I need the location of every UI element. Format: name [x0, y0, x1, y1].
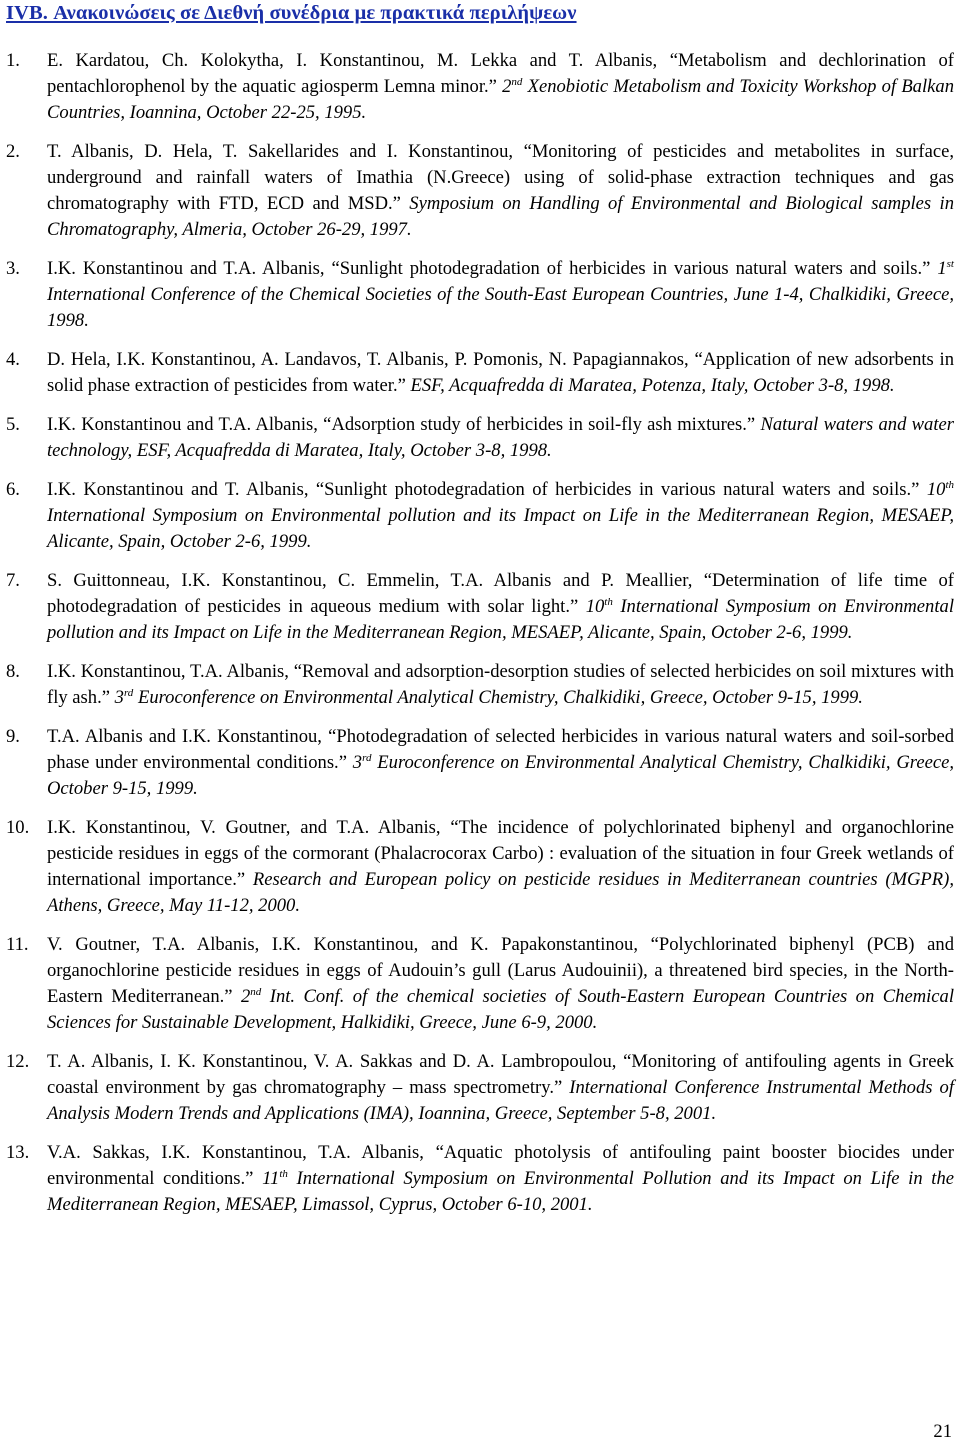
- citation-text: D. Hela, I.K. Konstantinou, A. Landavos, T. Albanis, P. Pomonis, N. Papagiannakos, “Application of new adsorbents in solid phase extraction of pesticides from water.”: [47, 349, 954, 396]
- reference-number: 2.: [6, 141, 20, 162]
- reference-number: 8.: [6, 661, 20, 682]
- reference-text: [47, 726, 954, 799]
- venue-text: 1: [937, 258, 947, 279]
- reference-text: [47, 50, 954, 123]
- reference-number: 1.: [6, 50, 20, 71]
- reference-number: 5.: [6, 414, 20, 435]
- reference-text: [47, 258, 954, 331]
- reference-item: [0, 412, 960, 464]
- reference-number: 11.: [6, 934, 29, 955]
- reference-text: [47, 934, 954, 1033]
- venue-text: Euroconference on Environmental Analytical Chemistry, Chalkidiki, Greece, October 9-15, 1999.: [47, 752, 954, 799]
- citation-text: V.A. Sakkas, I.K. Konstantinou, T.A. Albanis, “Aquatic photolysis of antifouling paint booster biocides under environmental conditions.”: [47, 1142, 954, 1189]
- venue-text: 2: [241, 986, 251, 1007]
- citation-text: I.K. Konstantinou, T.A. Albanis, “Removal and adsorption-desorption studies of selected herbicides on soil mixtures with fly ash.”: [47, 661, 954, 708]
- reference-item: [0, 477, 960, 555]
- venue-text: International Conference of the Chemical Societies of the South-East European Countries, June 1-4, Chalkidiki, Greece, 1998.: [47, 284, 954, 331]
- reference-text: [47, 570, 954, 643]
- reference-item: [0, 568, 960, 646]
- citation-text: T. A. Albanis, I. K. Konstantinou, V. A. Sakkas and D. A. Lambropoulou, “Monitoring of antifouling agents in Greek coastal environment by gas chromatography – mass spectrometry.”: [47, 1051, 954, 1098]
- citation-text: E. Kardatou, Ch. Kolokytha, I. Konstantinou, M. Lekka and T. Albanis, “Metabolism and dechlorination of pentachlorophenol by the aquatic agiosperm Lemna minor.”: [47, 50, 954, 97]
- reference-item: [0, 815, 960, 919]
- reference-item: [0, 932, 960, 1036]
- venue-text: 3: [114, 687, 124, 708]
- reference-text: [47, 1142, 954, 1215]
- venue-text: Natural waters and water technology, ESF, Acquafredda di Maratea, Italy, October 3-8, 1998.: [47, 414, 955, 461]
- reference-number: 6.: [6, 479, 20, 500]
- venue-text: 10: [926, 479, 946, 500]
- reference-number: 9.: [6, 726, 20, 747]
- venue-text: 2: [502, 76, 512, 97]
- section-heading: IVB. Ανακοινώσεις σε Διεθνή συνέδρια με πρακτικά περιλήψεων: [6, 2, 577, 24]
- reference-item: [0, 48, 960, 126]
- reference-item: [0, 347, 960, 399]
- reference-number: 13.: [6, 1142, 30, 1163]
- reference-text: [47, 479, 954, 552]
- ordinal-superscript: rd: [123, 687, 134, 699]
- venue-text: International Conference Instrumental Methods of Analysis Modern Trends and Applications (IMA), Ioannina, Greece, September 5-8, 2001.: [47, 1077, 955, 1124]
- reference-text: [47, 1051, 954, 1124]
- citation-text: V. Goutner, T.A. Albanis, I.K. Konstantinou, and K. Papakonstantinou, “Polychlorinated biphenyl (PCB) and organochlorine pesticide residues in eggs of Audouin’s gull (Larus Audouinii), a threatened bird species, in the North-Eastern Mediterranean.”: [47, 934, 954, 1007]
- citation-text: T.A. Albanis and I.K. Konstantinou, “Photodegradation of selected herbicides in various natural waters and soil-sorbed phase under environmental conditions.”: [47, 726, 954, 773]
- ordinal-superscript: nd: [511, 76, 523, 88]
- ordinal-superscript: st: [946, 258, 954, 270]
- citation-text: I.K. Konstantinou, V. Goutner, and T.A. Albanis, “The incidence of polychlorinated biphenyl and organochlorine pesticide residues in eggs of the cormorant (Phalacrocorax Carbo) : evaluation of the situation in four Greek wetlands of international importance.”: [47, 817, 954, 890]
- reference-text: [47, 661, 954, 708]
- ordinal-superscript: th: [604, 596, 613, 608]
- reference-list: [0, 48, 960, 1231]
- venue-text: 10: [585, 596, 605, 617]
- venue-text: Xenobiotic Metabolism and Toxicity Workshop of Balkan Countries, Ioannina, October 22-25, 1995.: [47, 76, 954, 123]
- reference-number: 4.: [6, 349, 20, 370]
- ordinal-superscript: rd: [362, 752, 372, 764]
- reference-item: [0, 659, 960, 711]
- venue-text: Research and European policy on pesticide residues in Mediterranean countries (MGPR), Athens, Greece, May 11-12, 2000.: [47, 869, 954, 916]
- venue-text: 11: [262, 1168, 280, 1189]
- reference-text: [47, 414, 954, 461]
- reference-text: [47, 349, 954, 396]
- reference-item: [0, 139, 960, 243]
- reference-number: 10.: [6, 817, 30, 838]
- reference-item: [0, 724, 960, 802]
- page-number: 21: [933, 1421, 952, 1442]
- ordinal-superscript: th: [945, 479, 954, 491]
- venue-text: Euroconference on Environmental Analytical Chemistry, Chalkidiki, Greece, October 9-15, 1999.: [133, 687, 863, 708]
- reference-number: 3.: [6, 258, 20, 279]
- citation-text: S. Guittonneau, I.K. Konstantinou, C. Emmelin, T.A. Albanis and P. Meallier, “Determination of life time of photodegradation of pesticides in aqueous medium with solar light.”: [47, 570, 954, 617]
- venue-text: International Symposium on Environmental pollution and its Impact on Life in the Mediterranean Region, MESAEP, Alicante, Spain, October 2-6, 1999.: [47, 505, 954, 552]
- reference-number: 7.: [6, 570, 20, 591]
- citation-text: T. Albanis, D. Hela, T. Sakellarides and I. Konstantinou, “Monitoring of pesticides and metabolites in surface, underground and rainfall waters of Imathia (N.Greece) using of solid-phase extraction techniques and gas chromatography with FTD, ECD and MSD.”: [47, 141, 954, 214]
- reference-item: [0, 1140, 960, 1218]
- venue-text: Int. Conf. of the chemical societies of South-Eastern European Countries on Chemical Sciences for Sustainable Development, Halkidiki, Greece, June 6-9, 2000.: [47, 986, 955, 1033]
- reference-item: [0, 1049, 960, 1127]
- citation-text: I.K. Konstantinou and T.A. Albanis, “Adsorption study of herbicides in soil-fly ash mixtures.”: [47, 414, 761, 435]
- venue-text: Symposium on Handling of Environmental and Biological samples in Chromatography, Almeria, October 26-29, 1997.: [47, 193, 955, 240]
- reference-text: [47, 141, 954, 240]
- reference-number: 12.: [6, 1051, 30, 1072]
- ordinal-superscript: nd: [250, 986, 262, 998]
- citation-text: I.K. Konstantinou and T.A. Albanis, “Sunlight photodegradation of herbicides in various natural waters and soils.”: [47, 258, 938, 279]
- citation-text: I.K. Konstantinou and T. Albanis, “Sunlight photodegradation of herbicides in various natural waters and soils.”: [47, 479, 927, 500]
- venue-text: 3: [352, 752, 363, 773]
- venue-text: ESF, Acquafredda di Maratea, Potenza, Italy, October 3-8, 1998.: [410, 375, 895, 396]
- reference-text: [47, 817, 954, 916]
- ordinal-superscript: th: [279, 1168, 288, 1180]
- reference-item: [0, 256, 960, 334]
- venue-text: International Symposium on Environmental pollution and its Impact on Life in the Mediterranean Region, MESAEP, Alicante, Spain, October 2-6, 1999.: [47, 596, 954, 643]
- venue-text: International Symposium on Environmental Pollution and its Impact on Life in the Mediterranean Region, MESAEP, Limassol, Cyprus, October 6-10, 2001.: [47, 1168, 954, 1215]
